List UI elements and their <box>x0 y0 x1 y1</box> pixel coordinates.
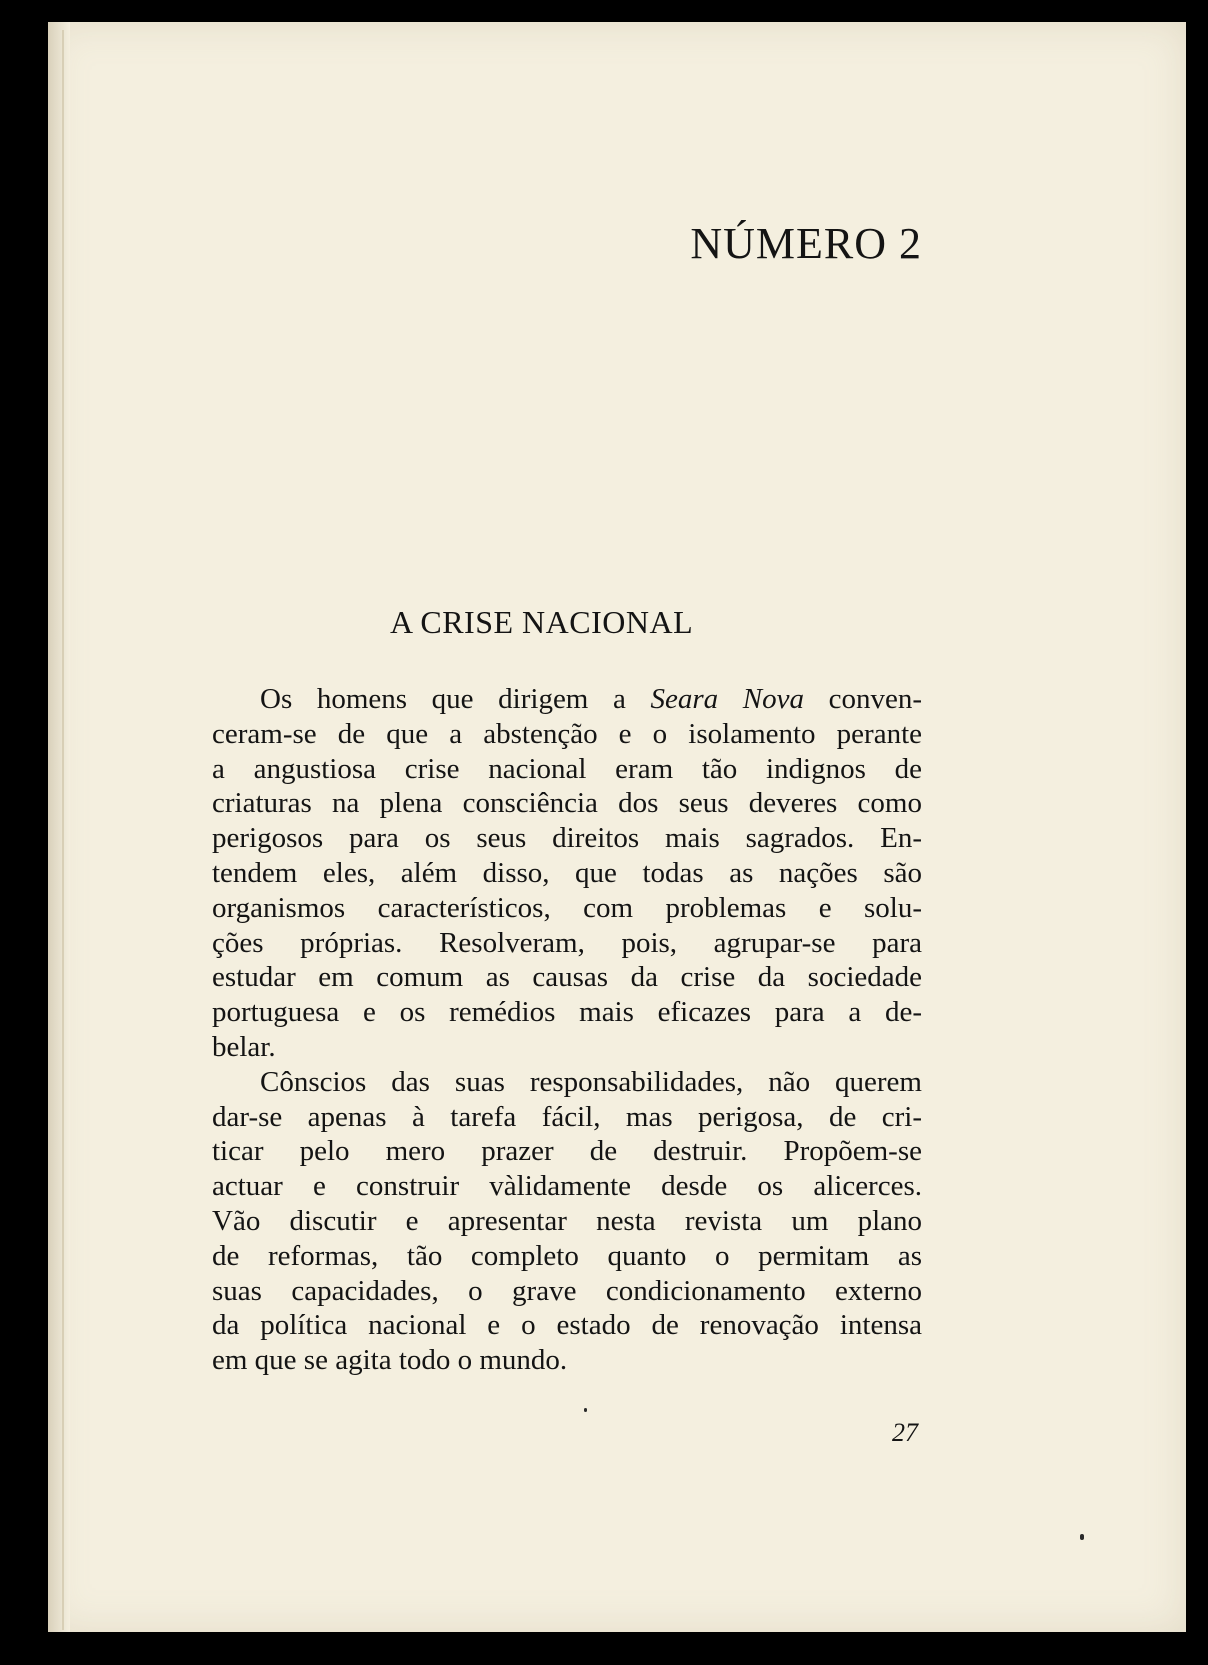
text-segment: em que se agita todo o mundo. <box>212 1344 568 1377</box>
text-segment: perigosos para os seus direitos mais sagrados. En- <box>212 822 922 855</box>
text-line <box>212 995 922 1030</box>
ink-speck <box>584 1408 587 1412</box>
section-heading: A CRISE NACIONAL <box>390 604 694 640</box>
text-segment: conven- <box>803 683 923 715</box>
text-line <box>212 821 922 856</box>
text-segment: de reformas, tão completo quanto o permitam as <box>212 1239 922 1272</box>
text-segment: suas capacidades, o grave condicionamento externo <box>212 1274 922 1307</box>
text-line <box>212 1308 922 1343</box>
text-segment: estudar em comum as causas da crise da sociedade <box>212 961 922 994</box>
text-line <box>212 786 922 821</box>
page-edge-line <box>62 30 64 1630</box>
paragraph-1 <box>212 682 922 1065</box>
text-line <box>212 1030 922 1065</box>
page-fold-shadow <box>48 22 70 1632</box>
text-segment: tendem eles, além disso, que todas as nações são <box>212 856 922 889</box>
text-segment: belar. <box>212 1030 276 1063</box>
text-segment: dar-se apenas à tarefa fácil, mas perigosa, de cri- <box>212 1100 922 1133</box>
text-segment: da política nacional e o estado de renovação intensa <box>212 1309 922 1342</box>
text-segment: ções próprias. Resolveram, pois, agrupar-se para <box>212 926 922 959</box>
text-line <box>212 717 922 752</box>
text-line <box>212 1204 922 1239</box>
text-segment: portuguesa e os remédios mais eficazes para a de- <box>212 996 922 1029</box>
text-line <box>212 1065 922 1100</box>
text-line <box>212 960 922 995</box>
text-segment: a angustiosa crise nacional eram tão indignos de <box>212 752 922 785</box>
text-segment: organismos característicos, com problemas e solu- <box>212 891 922 924</box>
text-segment: Cônscios das suas responsabilidades, não querem <box>260 1065 922 1098</box>
text-line <box>212 926 922 961</box>
text-line <box>212 891 922 926</box>
text-line <box>212 682 922 717</box>
paragraph-2 <box>212 1065 922 1378</box>
text-segment: ticar pelo mero prazer de destruir. Propõem-se <box>212 1135 922 1168</box>
body-text <box>212 682 922 1378</box>
text-line <box>212 1239 922 1274</box>
text-line <box>212 1169 922 1204</box>
text-segment: ceram-se de que a abstenção e o isolamento perante <box>212 717 922 750</box>
text-segment: criaturas na plena consciência dos seus deveres como <box>212 787 922 820</box>
text-line <box>212 1274 922 1309</box>
text-line <box>212 1100 922 1135</box>
text-line <box>212 752 922 787</box>
text-segment: Os homens que dirigem a <box>260 683 651 715</box>
page-title: NÚMERO 2 <box>690 219 922 268</box>
page-number: 27 <box>892 1418 918 1447</box>
text-segment: Vão discutir e apresentar nesta revista um plano <box>212 1204 922 1237</box>
text-segment: actuar e construir vàlidamente desde os alicerces. <box>212 1170 922 1203</box>
text-line <box>212 856 922 891</box>
text-line <box>212 1343 922 1378</box>
italic-title: Seara Nova <box>650 683 804 715</box>
text-line <box>212 1134 922 1169</box>
ink-speck <box>1080 1534 1084 1540</box>
